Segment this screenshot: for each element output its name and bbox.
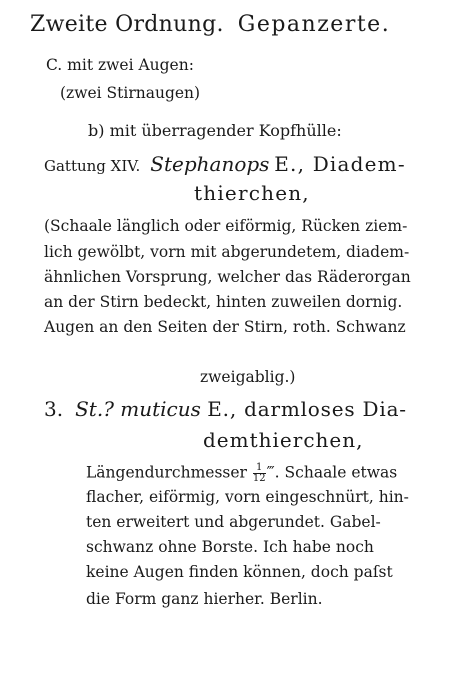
length-unit: ‴.	[266, 463, 280, 482]
genus-heading	[44, 154, 406, 174]
section-c-note: (zwei Stirnaugen)	[60, 84, 201, 102]
fraction-numerator: 1	[253, 463, 266, 474]
genus-description-line: ähnlichen Vorsprung, welcher das Räderorgan	[44, 268, 411, 286]
species-body-line: keine Augen finden können, doch paſst	[86, 563, 393, 581]
length-label: Längendurchmesser	[86, 463, 247, 482]
section-c-heading: C. mit zwei Augen:	[46, 56, 194, 74]
genus-description-line: an der Stirn bedeckt, hinten zuweilen dornig.	[44, 293, 403, 311]
species-common-name-cont: demthierchen,	[203, 428, 364, 452]
genus-description-line: zweigablig.)	[200, 368, 296, 386]
genus-name: Stephanops	[150, 152, 270, 176]
genus-description-line: Augen an den Seiten der Stirn, roth. Schwanz	[44, 318, 406, 336]
fraction-denominator: 12	[252, 473, 266, 484]
genus-label: Gattung XIV.	[44, 157, 141, 175]
section-b-heading: b) mit überragender Kopfhülle:	[88, 121, 342, 140]
length-fraction	[253, 463, 266, 484]
genus-description-line: (Schaale länglich oder eiförmig, Rücken ziem-	[44, 217, 408, 235]
species-body-line: die Form ganz hierher. Berlin.	[86, 590, 323, 608]
species-common-name: E., darmloses Dia-	[207, 397, 407, 421]
genus-common-name: E., Diadem-	[274, 152, 406, 176]
species-body-line: schwanz ohne Borste. Ich habe noch	[86, 538, 374, 556]
species-body-line	[86, 463, 397, 484]
page-heading	[30, 14, 390, 36]
species-heading	[44, 399, 407, 419]
species-name: St.? muticus	[75, 397, 201, 421]
group-title: Gepanzerte.	[237, 12, 391, 37]
species-body-text: Schaale etwas	[284, 463, 398, 482]
species-body-line: ten erweitert und abgerundet. Gabel-	[86, 513, 381, 531]
species-number: 3.	[44, 397, 64, 421]
species-body-line: flacher, eiförmig, vorn eingeschnürt, hin-	[86, 488, 409, 506]
genus-common-name-cont: thierchen,	[194, 181, 310, 205]
genus-description-line: lich gewölbt, vorn mit abgerundetem, diadem-	[44, 243, 410, 261]
order-title: Zweite Ordnung.	[30, 12, 224, 37]
